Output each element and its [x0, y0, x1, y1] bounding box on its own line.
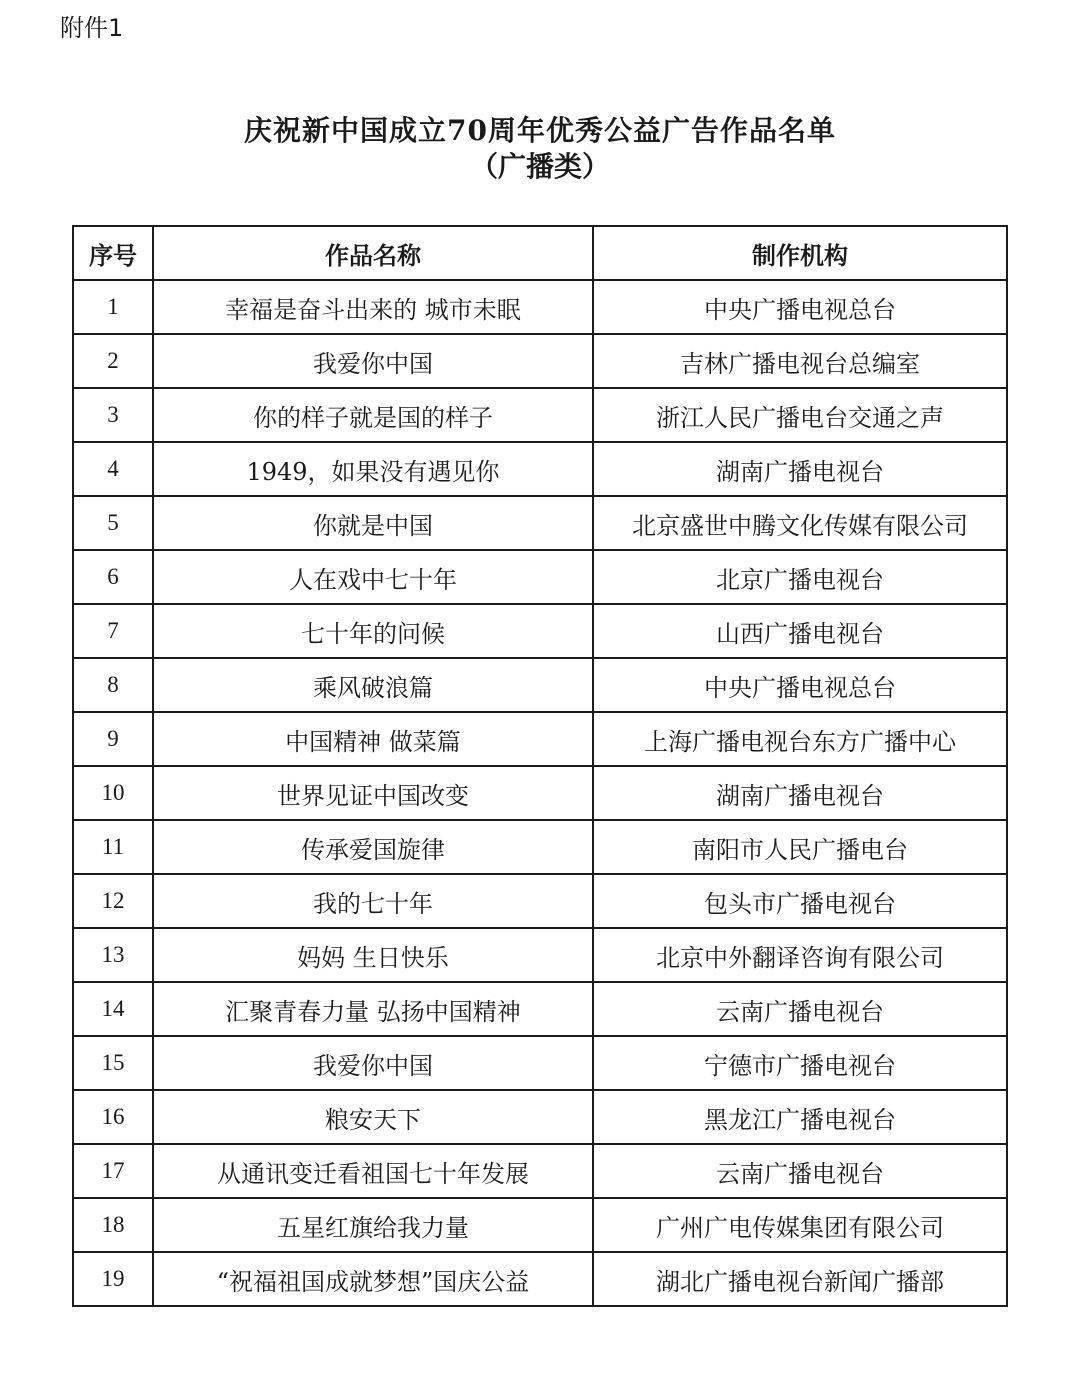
row-work-title: 幸福是奋斗出来的 城市未眠 — [153, 280, 593, 334]
table-row — [73, 1198, 1007, 1252]
row-producer: 黑龙江广播电视台 — [593, 1090, 1007, 1144]
row-work-title: 乘风破浪篇 — [153, 658, 593, 712]
row-index: 16 — [73, 1090, 153, 1144]
row-index: 7 — [73, 604, 153, 658]
row-index: 15 — [73, 1036, 153, 1090]
row-work-title: 我爱你中国 — [153, 334, 593, 388]
row-producer: 云南广播电视台 — [593, 982, 1007, 1036]
header-work-title: 作品名称 — [153, 226, 593, 280]
row-index: 19 — [73, 1252, 153, 1306]
table-row — [73, 874, 1007, 928]
table-row — [73, 1090, 1007, 1144]
row-producer: 上海广播电视台东方广播中心 — [593, 712, 1007, 766]
table-body — [73, 280, 1007, 1306]
row-work-title: “祝福祖国成就梦想”国庆公益 — [153, 1252, 593, 1306]
row-producer: 吉林广播电视台总编室 — [593, 334, 1007, 388]
row-work-title: 妈妈 生日快乐 — [153, 928, 593, 982]
row-producer: 广州广电传媒集团有限公司 — [593, 1198, 1007, 1252]
row-work-title: 汇聚青春力量 弘扬中国精神 — [153, 982, 593, 1036]
row-index: 1 — [73, 280, 153, 334]
row-producer: 云南广播电视台 — [593, 1144, 1007, 1198]
row-producer: 湖南广播电视台 — [593, 442, 1007, 496]
row-index: 3 — [73, 388, 153, 442]
row-producer: 湖北广播电视台新闻广播部 — [593, 1252, 1007, 1306]
table-row — [73, 388, 1007, 442]
row-index: 2 — [73, 334, 153, 388]
row-work-title: 传承爱国旋律 — [153, 820, 593, 874]
header-producer: 制作机构 — [593, 226, 1007, 280]
works-table — [72, 225, 1008, 1307]
document-subtitle: （广播类） — [469, 150, 610, 183]
table-row — [73, 442, 1007, 496]
row-producer: 中央广播电视总台 — [593, 658, 1007, 712]
table-row — [73, 280, 1007, 334]
table-row — [73, 550, 1007, 604]
row-work-title: 你就是中国 — [153, 496, 593, 550]
table-row — [73, 928, 1007, 982]
row-index: 4 — [73, 442, 153, 496]
row-producer: 湖南广播电视台 — [593, 766, 1007, 820]
table-row — [73, 658, 1007, 712]
table-row — [73, 334, 1007, 388]
row-work-title: 五星红旗给我力量 — [153, 1198, 593, 1252]
row-work-title: 中国精神 做菜篇 — [153, 712, 593, 766]
table-row — [73, 604, 1007, 658]
header-index: 序号 — [73, 226, 153, 280]
table-header-row — [73, 226, 1007, 280]
row-index: 8 — [73, 658, 153, 712]
table-row — [73, 766, 1007, 820]
row-index: 10 — [73, 766, 153, 820]
row-work-title: 我爱你中国 — [153, 1036, 593, 1090]
row-index: 18 — [73, 1198, 153, 1252]
row-index: 12 — [73, 874, 153, 928]
row-producer: 包头市广播电视台 — [593, 874, 1007, 928]
row-index: 5 — [73, 496, 153, 550]
row-work-title: 人在戏中七十年 — [153, 550, 593, 604]
table-row — [73, 1144, 1007, 1198]
row-work-title: 从通讯变迁看祖国七十年发展 — [153, 1144, 593, 1198]
attachment-label: 附件1 — [60, 14, 124, 42]
row-work-title: 你的样子就是国的样子 — [153, 388, 593, 442]
row-index: 9 — [73, 712, 153, 766]
row-work-title: 我的七十年 — [153, 874, 593, 928]
row-producer: 北京中外翻译咨询有限公司 — [593, 928, 1007, 982]
row-work-title: 粮安天下 — [153, 1090, 593, 1144]
row-producer: 中央广播电视总台 — [593, 280, 1007, 334]
row-producer: 北京广播电视台 — [593, 550, 1007, 604]
row-index: 17 — [73, 1144, 153, 1198]
document-title: 庆祝新中国成立70周年优秀公益广告作品名单 — [244, 114, 836, 147]
row-work-title: 1949，如果没有遇见你 — [153, 442, 593, 496]
row-index: 6 — [73, 550, 153, 604]
table-row — [73, 1036, 1007, 1090]
row-work-title: 七十年的问候 — [153, 604, 593, 658]
row-producer: 宁德市广播电视台 — [593, 1036, 1007, 1090]
row-index: 11 — [73, 820, 153, 874]
row-work-title: 世界见证中国改变 — [153, 766, 593, 820]
table-row — [73, 820, 1007, 874]
table-row — [73, 1252, 1007, 1306]
row-producer: 南阳市人民广播电台 — [593, 820, 1007, 874]
table-row — [73, 712, 1007, 766]
row-index: 14 — [73, 982, 153, 1036]
table-row — [73, 496, 1007, 550]
row-producer: 山西广播电视台 — [593, 604, 1007, 658]
row-producer: 浙江人民广播电台交通之声 — [593, 388, 1007, 442]
table-row — [73, 982, 1007, 1036]
row-producer: 北京盛世中腾文化传媒有限公司 — [593, 496, 1007, 550]
row-index: 13 — [73, 928, 153, 982]
